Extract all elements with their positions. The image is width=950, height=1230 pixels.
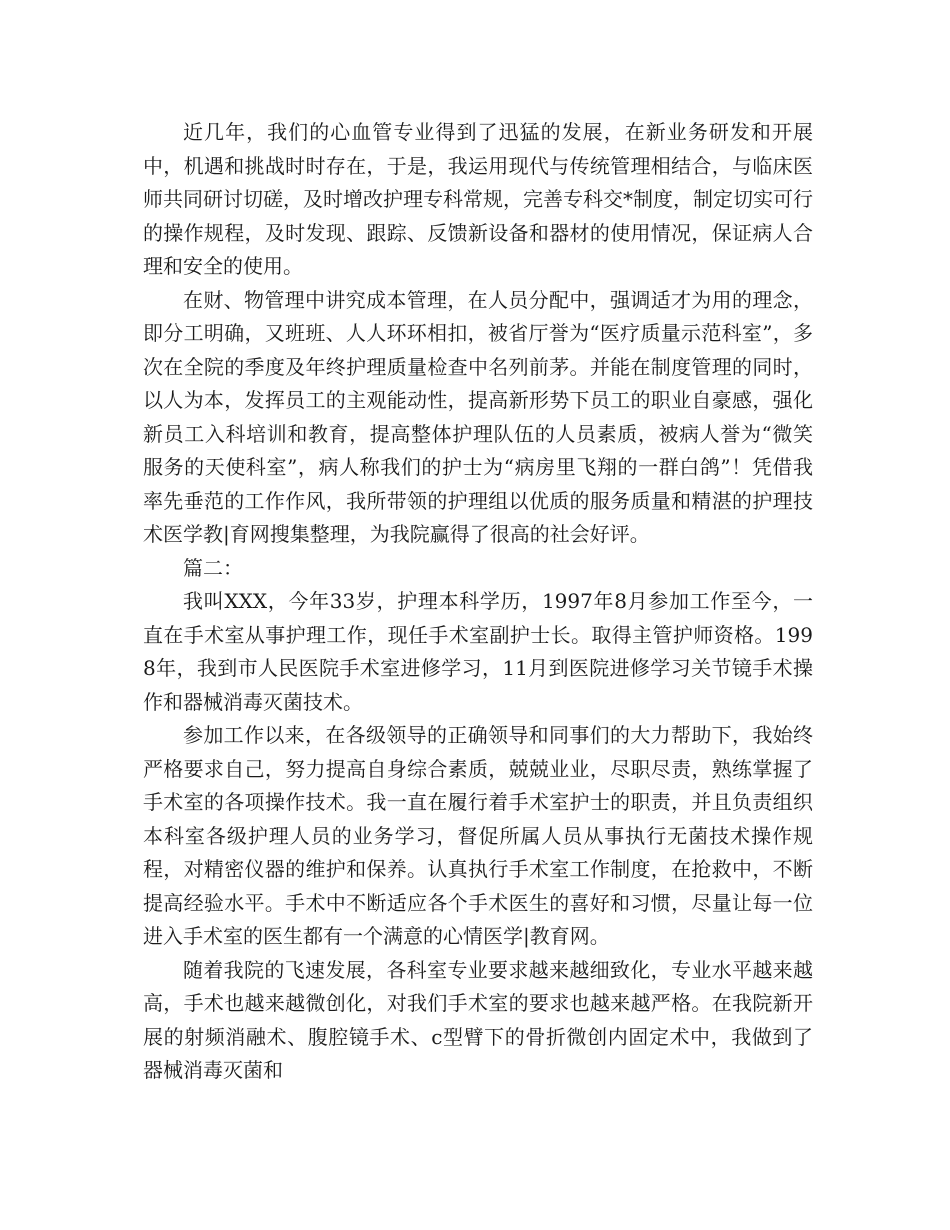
paragraph-work-experience: 参加工作以来，在各级领导的正确领导和同事们的大力帮助下，我始终严格要求自己，努力提高自身综合素质，兢兢业业，尽职尽责，熟练掌握了手术室的各项操作技术。我一直在履行着手术室护士的职责，并且负责组织本科室各级护理人员的业务学习，督促所属人员从事执行无菌技术操作规程，对精密仪器的维护和保养。认真执行手术室工作制度，在抢救中，不断提高经验水平。手术中不断适应各个手术医生的喜好和习惯，尽量让每一位进入手术室的医生都有一个满意的心情医学|教育网。 (143, 723, 813, 948)
document-body (143, 116, 813, 1088)
paragraph-cardiovascular-development: 近几年，我们的心血管专业得到了迅猛的发展，在新业务研发和开展中，机遇和挑战时时存在，于是，我运用现代与传统管理相结合，与临床医师共同研讨切磋，及时增改护理专科常规，完善专科交*制度，制定切实可行的操作规程，及时发现、跟踪、反馈新设备和器材的使用情况，保证病人合理和安全的使用。 (143, 120, 813, 278)
paragraph-cost-management: 在财、物管理中讲究成本管理，在人员分配中，强调适才为用的理念，即分工明确，又班班、人人环环相扣，被省厅誉为“医疗质量示范科室”，多次在全院的季度及年终护理质量检查中名列前茅。并能在制度管理的同时，以人为本，发挥员工的主观能动性，提高新形势下员工的职业自豪感，强化新员工入科培训和教育，提高整体护理队伍的人员素质，被病人誉为“微笑服务的天使科室”，病人称我们的护士为“病房里飞翔的一群白鸽”！凭借我率先垂范的工作作风，我所带领的护理组以优质的服务质量和精湛的护理技术医学教|育网搜集整理，为我院赢得了很高的社会好评。 (143, 287, 813, 546)
paragraph-self-introduction: 我叫XXX，今年33岁，护理本科学历，1997年8月参加工作至今，一直在手术室从事护理工作，现任手术室副护士长。取得主管护师资格。1998年，我到市人民医院手术室进修学习，11月到医院进修学习关节镜手术操作和器械消毒灭菌技术。 (143, 589, 813, 714)
section-heading-part-two: 篇二： (183, 555, 243, 580)
paragraph-hospital-development: 随着我院的飞速发展，各科室专业要求越来越细致化，专业水平越来越高，手术也越来越微创化，对我们手术室的要求也越来越严格。在我院新开展的射频消融术、腹腔镜手术、c型臂下的骨折微创内固定术中，我做到了器械消毒灭菌和 (143, 957, 813, 1082)
